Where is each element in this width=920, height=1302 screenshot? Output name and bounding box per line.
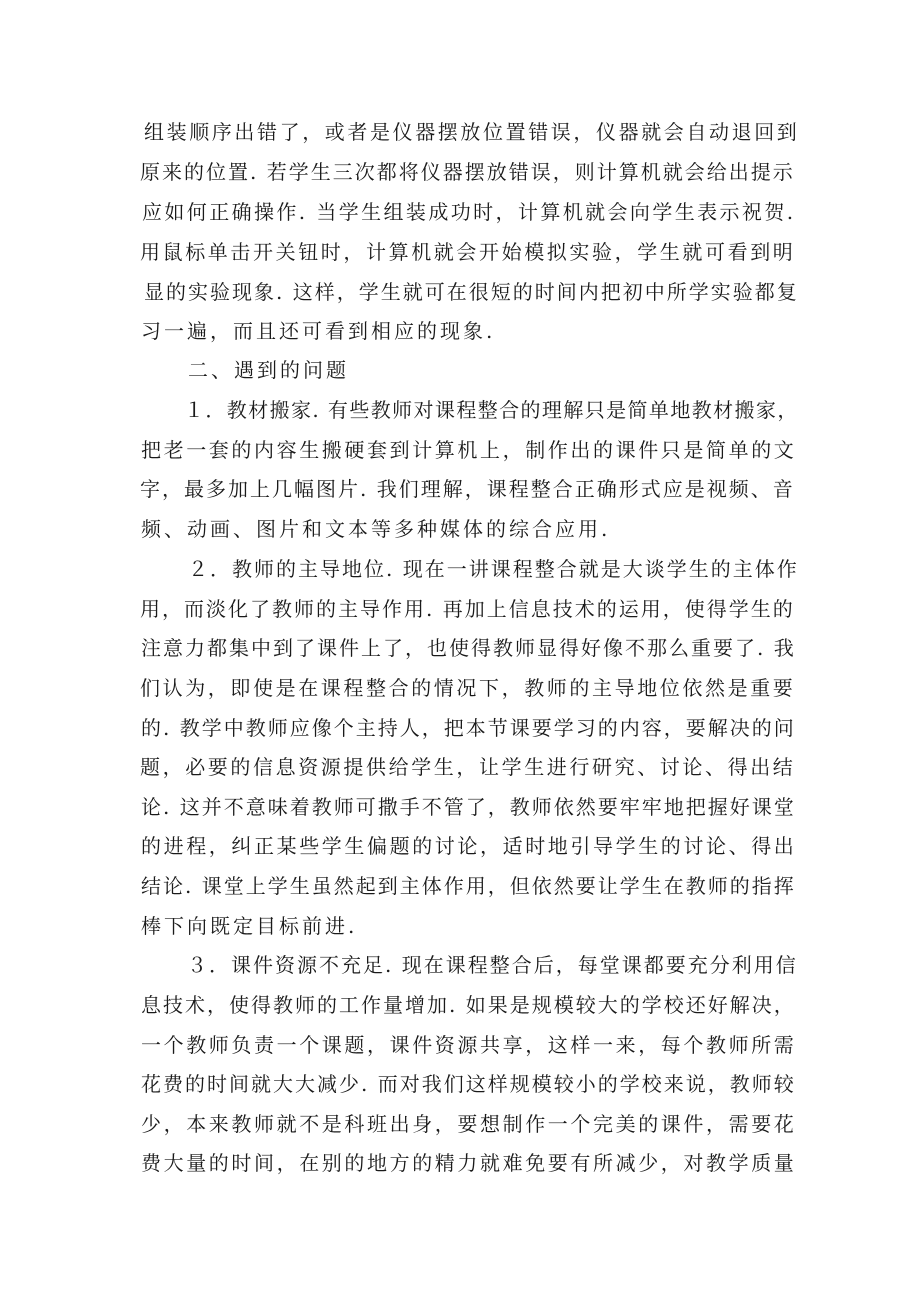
text-line-20: 结论. 课堂上学生虽然起到主体作用，但依然要让学生在教师的指挥 <box>141 874 796 898</box>
section-heading: 二、遇到的问题 <box>188 358 349 382</box>
text-line-13: 用，而淡化了教师的主导作用. 再加上信息技术的运用，使得学生的 <box>140 597 795 621</box>
text-line-26: 少，本来教师就不是科班出身，要想制作一个完美的课件，需要花 <box>141 1112 797 1136</box>
text-line-8: １．教材搬家. 有些教师对课程整合的理解只是简单地教材搬家， <box>184 398 799 422</box>
text-line-24: 一个教师负责一个课题，课件资源共享，这样一来，每个教师所需 <box>141 1033 797 1057</box>
text-line-18: 论. 这并不意味着教师可撒手不管了，教师依然要牢牢地把握好课堂 <box>141 795 796 819</box>
text-line-14: 注意力都集中到了课件上了，也使得教师显得好像不那么重要了. 我 <box>141 636 796 660</box>
text-line-27: 费大量的时间，在别的地方的精力就难免要有所减少，对教学质量 <box>141 1151 797 1175</box>
text-line-3: 应如何正确操作. 当学生组装成功时，计算机就会向学生表示祝贺. <box>142 200 796 224</box>
text-line-5: 显的实验现象. 这样，学生就可在很短的时间内把初中所学实验都复 <box>144 280 799 304</box>
text-line-1: 组装顺序出错了，或者是仪器摆放位置错误，仪器就会自动退回到 <box>144 120 800 144</box>
text-line-23: 息技术，使得教师的工作量增加. 如果是规模较大的学校还好解决， <box>141 993 796 1017</box>
text-line-2: 原来的位置. 若学生三次都将仪器摆放错误，则计算机就会给出提示 <box>140 160 795 184</box>
text-line-17: 题，必要的信息资源提供给学生，让学生进行研究、讨论、得出结 <box>140 755 796 779</box>
text-line-19: 的进程，纠正某些学生偏题的讨论，适时地引导学生的讨论、得出 <box>141 834 797 858</box>
text-line-11: 频、动画、图片和文本等多种媒体的综合应用. <box>141 517 611 541</box>
text-line-10: 字，最多加上几幅图片. 我们理解，课程整合正确形式应是视频、音 <box>140 477 795 501</box>
text-line-12: ２．教师的主导地位. 现在一讲课程整合就是大谈学生的主体作 <box>188 557 799 581</box>
text-line-6: 习一遍，而且还可看到相应的现象. <box>141 319 496 343</box>
text-line-4: 用鼠标单击开关钮时，计算机就会开始模拟实验，学生就可看到明 <box>140 240 796 264</box>
text-line-25: 花费的时间就大大减少. 而对我们这样规模较小的学校来说，教师较 <box>141 1072 796 1096</box>
text-line-16: 的. 教学中教师应像个主持人，把本节课要学习的内容，要解决的问 <box>141 716 796 740</box>
text-line-15: 们认为，即使是在课程整合的情况下，教师的主导地位依然是重要 <box>140 676 796 700</box>
text-line-21: 棒下向既定目标前进. <box>141 914 358 938</box>
text-line-9: 把老一套的内容生搬硬套到计算机上，制作出的课件只是简单的文 <box>141 438 797 462</box>
text-line-22: ３．课件资源不充足. 现在课程整合后，每堂课都要充分利用信 <box>187 953 798 977</box>
